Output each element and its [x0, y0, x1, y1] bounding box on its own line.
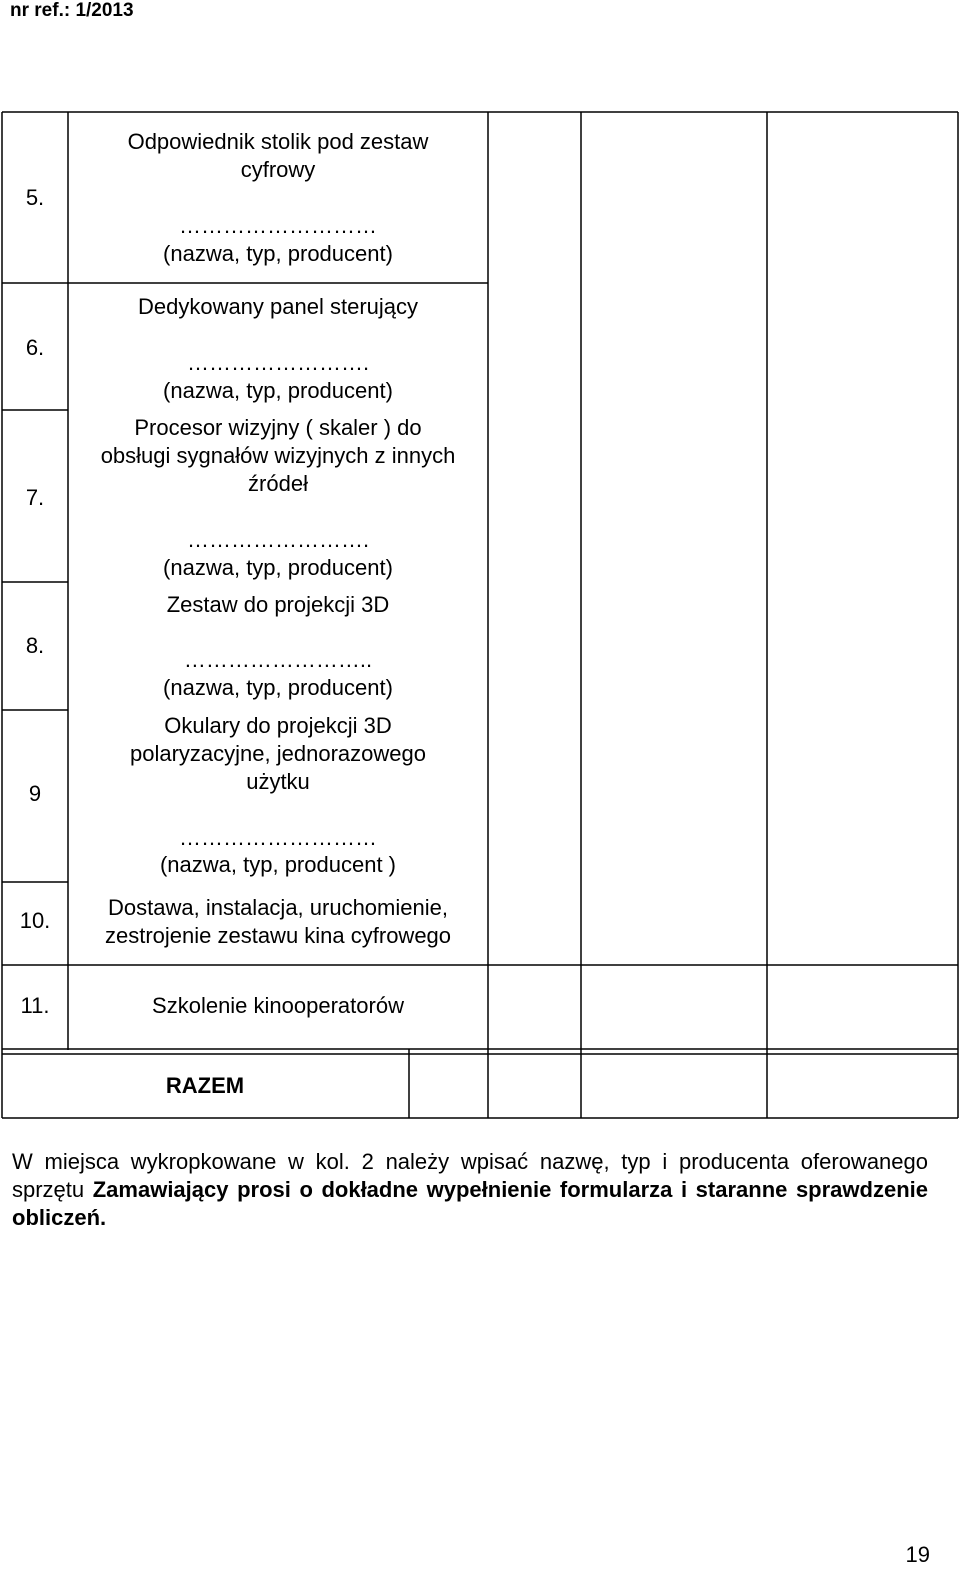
document-reference: nr ref.: 1/2013 [10, 0, 134, 21]
instruction-note-text: W miejsca wykropkowane w kol. 2 należy wpisać nazwę, typ i producenta oferowanego sprzętu [12, 1149, 928, 1202]
item-placeholder-caption: (nazwa, typ, producent) [163, 378, 393, 403]
item-text: Procesor wizyjny ( skaler ) do [134, 415, 422, 440]
item-text: Dedykowany panel sterujący [137, 294, 419, 319]
item-placeholder-dots: ……………………… [179, 213, 377, 238]
item-placeholder-caption: (nazwa, typ, producent) [163, 555, 393, 580]
item-text: Szkolenie kinooperatorów [152, 993, 404, 1018]
row-number: 8. [25, 633, 45, 658]
item-placeholder-caption: (nazwa, typ, producent ) [159, 852, 396, 877]
row-number: 11. [20, 993, 50, 1018]
item-placeholder-caption: (nazwa, typ, producent) [163, 241, 393, 266]
row-number: 9 [28, 781, 42, 806]
item-text: polaryzacyjne, jednorazowego [130, 741, 426, 766]
item-placeholder-dots: ……………………… [179, 825, 377, 850]
item-text: Okulary do projekcji 3D [164, 713, 392, 738]
item-text: zestrojenie zestawu kina cyfrowego [104, 923, 452, 948]
item-text: Dostawa, instalacja, uruchomienie, [108, 895, 448, 920]
total-label: RAZEM [165, 1073, 245, 1098]
item-text: obsługi sygnałów wizyjnych z innych [100, 443, 456, 468]
page-number: 19 [905, 1542, 930, 1567]
instruction-note [12, 1148, 928, 1232]
item-text: źródeł [248, 471, 308, 496]
item-placeholder-dots: ……………………. [186, 527, 370, 552]
item-text: cyfrowy [240, 157, 316, 182]
row-number: 7. [25, 485, 45, 510]
item-text: użytku [246, 769, 310, 794]
item-placeholder-caption: (nazwa, typ, producent) [163, 675, 393, 700]
item-placeholder-dots: …………………….. [183, 647, 373, 672]
instruction-note-emphasis: Zamawiający prosi o dokładne wypełnienie formularza i staranne sprawdzenie obliczeń. [12, 1177, 928, 1230]
item-placeholder-dots: ……………………. [186, 350, 370, 375]
row-number: 6. [25, 335, 45, 360]
row-number: 5. [25, 185, 45, 210]
item-text: Zestaw do projekcji 3D [166, 592, 390, 617]
item-text: Odpowiednik stolik pod zestaw [127, 129, 429, 154]
row-number: 10. [19, 908, 51, 933]
